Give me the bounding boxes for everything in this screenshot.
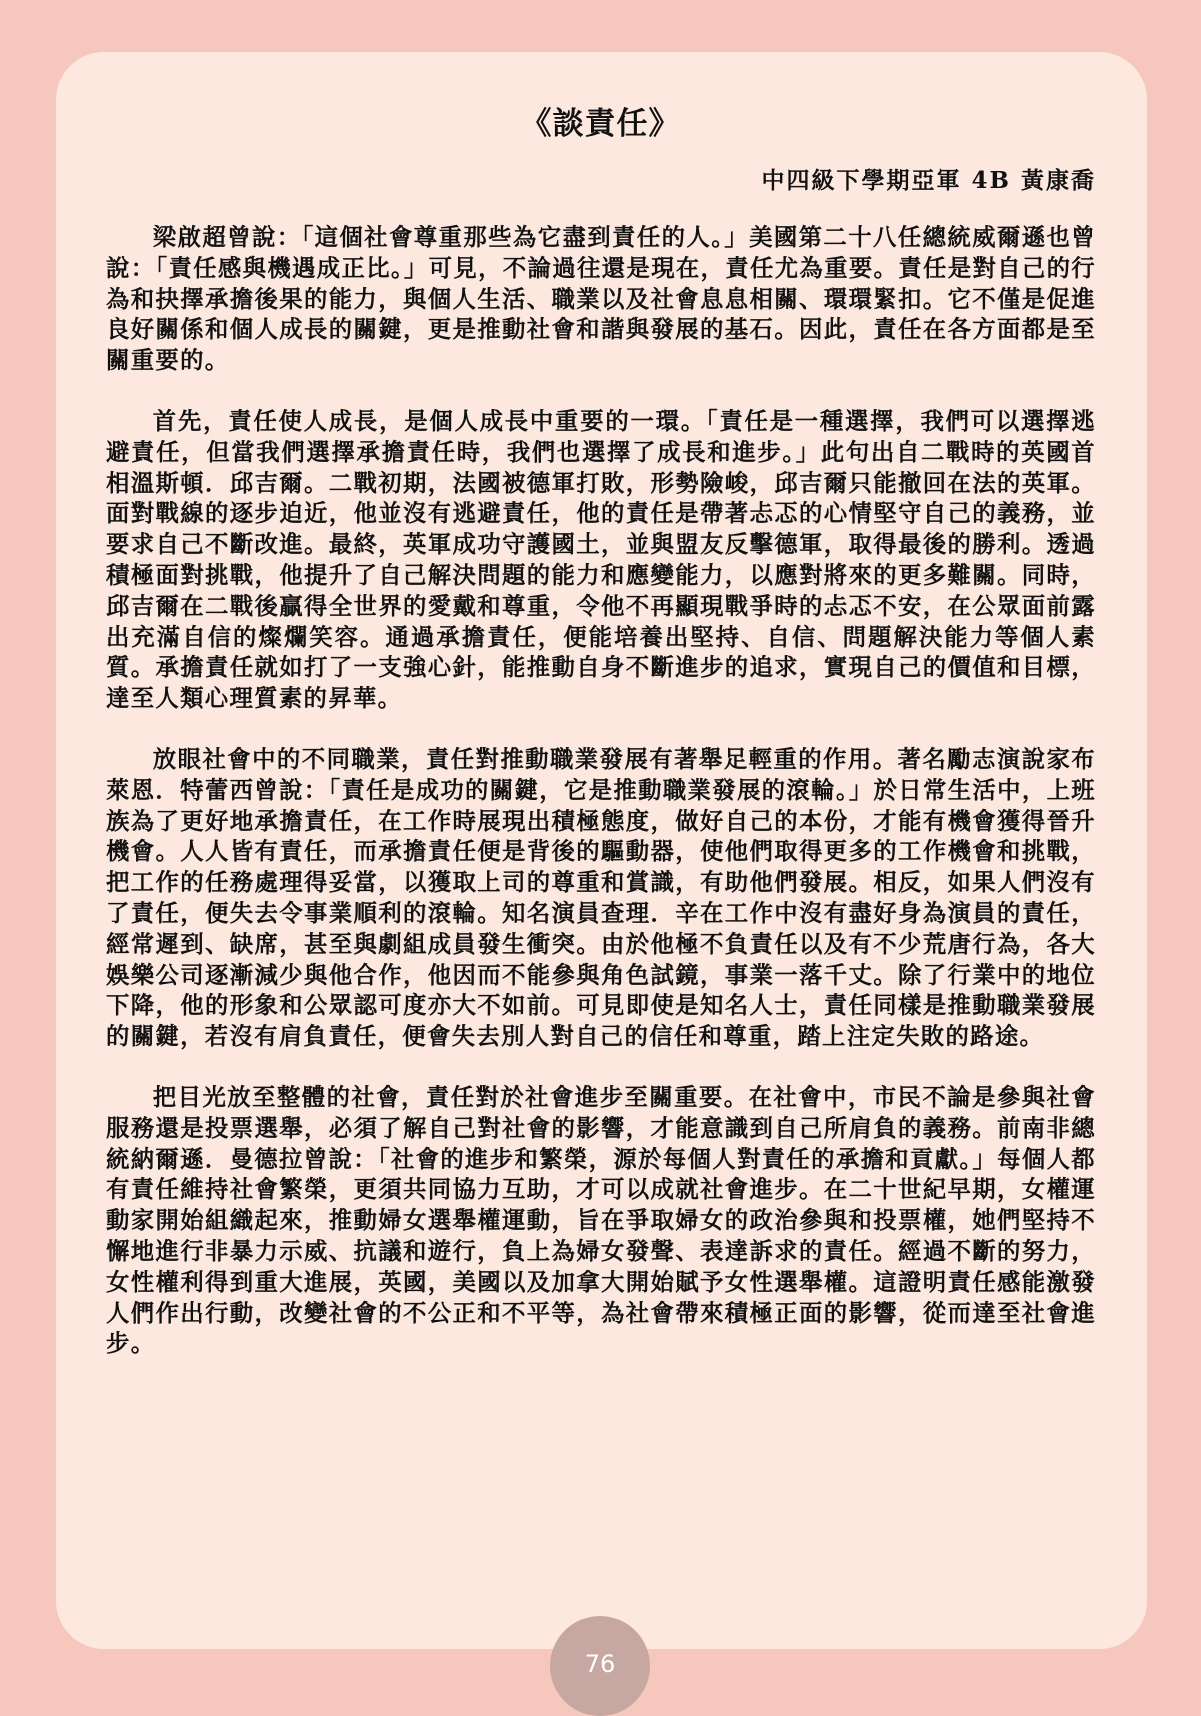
- essay-title: 《談責任》: [520, 106, 681, 142]
- paragraph-social-progress: 把目光放至整體的社會，責任對於社會進步至關重要。在社會中，市民不論是參與社會服務還是投票選舉，必須了解自己對社會的影響，才能意識到自己所肩負的義務。前南非總統納爾遜．曼德拉曾說：「社會的進步和繁榮，源於每個人對責任的承擔和貢獻。」每個人都有責任維持社會繁榮，更須共同協力互助，才可以成就社會進步。在二十世紀早期，女權運動家開始組織起來，推動婦女選舉權運動，旨在爭取婦女的政治參與和投票權，她們堅持不懈地進行非暴力示威、抗議和遊行，負上為婦女發聲、表達訴求的責任。經過不斷的努力，女性權利得到重大進展，英國，美國以及加拿大開始賦予女性選舉權。這證明責任感能激發人們作出行動，改變社會的不公正和不平等，為社會帶來積極正面的影響，從而達至社會進步。: [106, 1082, 1096, 1358]
- paragraph-personal-growth: 首先，責任使人成長，是個人成長中重要的一環。「責任是一種選擇，我們可以選擇逃避責任，但當我們選擇承擔責任時，我們也選擇了成長和進步。」此句出自二戰時的英國首相溫斯頓．邱吉爾。二戰初期，法國被德軍打敗，形勢險峻，邱吉爾只能撤回在法的英軍。面對戰線的逐步迫近，他並沒有逃避責任，他的責任是帶著忐忑的心情堅守自己的義務，並要求自己不斷改進。最終，英軍成功守護國土，並與盟友反擊德軍，取得最後的勝利。透過積極面對挑戰，他提升了自己解決問題的能力和應變能力，以應對將來的更多難關。同時，邱吉爾在二戰後贏得全世界的愛戴和尊重，令他不再顯現戰爭時的忐忑不安，在公眾面前露出充滿自信的燦爛笑容。通過承擔責任，便能培養出堅持、自信、問題解決能力等個人素質。承擔責任就如打了一支強心針，能推動自身不斷進步的追求，實現自己的價值和目標，達至人類心理質素的昇華。: [106, 406, 1096, 713]
- page-number: 76: [584, 1650, 616, 1678]
- author-byline: 中四級下學期亞軍 4B 黃康喬: [761, 167, 1096, 194]
- paragraph-career-development: 放眼社會中的不同職業，責任對推動職業發展有著舉足輕重的作用。著名勵志演說家布萊恩．特蕾西曾說：「責任是成功的關鍵，它是推動職業發展的滾輪。」於日常生活中，上班族為了更好地承擔責任，在工作時展現出積極態度，做好自己的本份，才能有機會獲得晉升機會。人人皆有責任，而承擔責任便是背後的驅動器，使他們取得更多的工作機會和挑戰，把工作的任務處理得妥當，以獲取上司的尊重和賞識，有助他們發展。相反，如果人們沒有了責任，便失去令事業順利的滾輪。知名演員查理．辛在工作中沒有盡好身為演員的責任，經常遲到、缺席，甚至與劇組成員發生衝突。由於他極不負責任以及有不少荒唐行為，各大娛樂公司逐漸減少與他合作，他因而不能參與角色試鏡，事業一落千丈。除了行業中的地位下降，他的形象和公眾認可度亦大不如前。可見即使是知名人士，責任同樣是推動職業發展的關鍵，若沒有肩負責任，便會失去別人對自己的信任和尊重，踏上注定失敗的路途。: [106, 744, 1096, 1051]
- essay-body: [106, 222, 1096, 1389]
- paragraph-introduction: 梁啟超曾說：「這個社會尊重那些為它盡到責任的人。」美國第二十八任總統威爾遜也曾說：「責任感與機遇成正比。」可見，不論過往還是現在，責任尤為重要。責任是對自己的行為和抉擇承擔後果的能力，與個人生活、職業以及社會息息相關、環環緊扣。它不僅是促進良好關係和個人成長的關鍵，更是推動社會和諧與發展的基石。因此，責任在各方面都是至關重要的。: [106, 223, 1096, 375]
